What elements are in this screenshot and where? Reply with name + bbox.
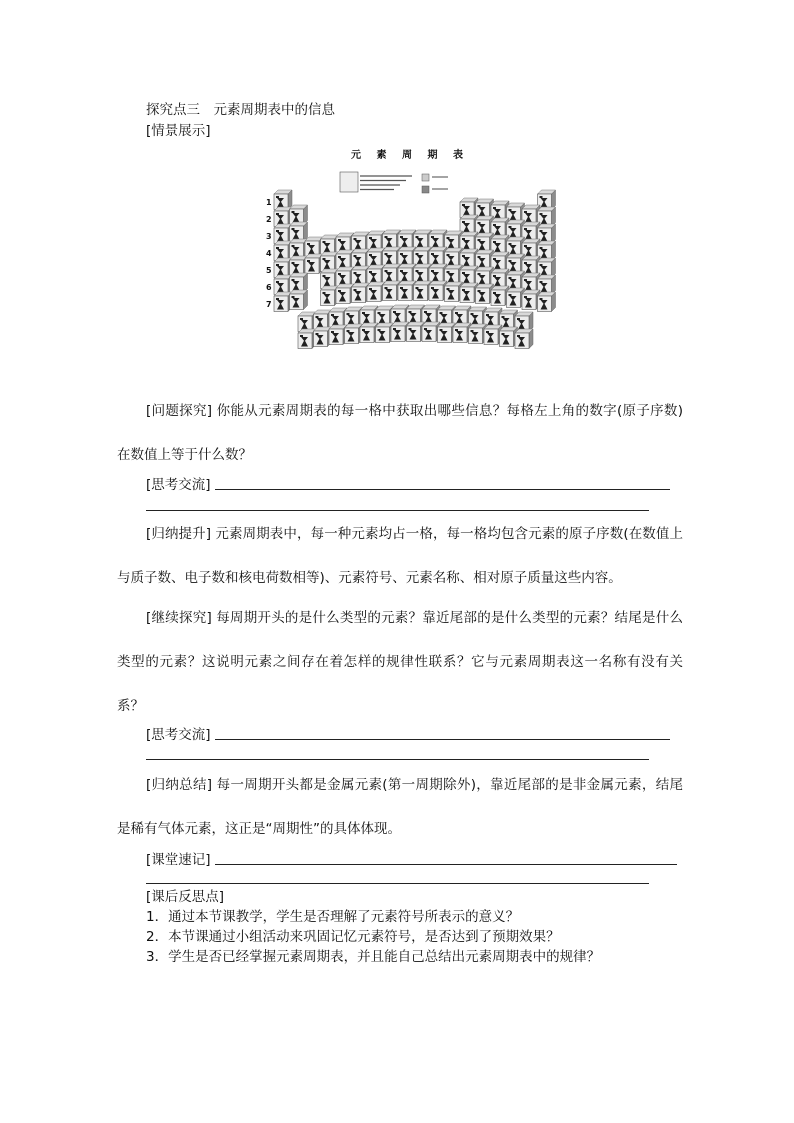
figure-title: 元 素 周 期 表 [351,150,469,161]
notes-line-a[interactable] [215,864,677,865]
notes-label: [课堂速记] [146,852,211,868]
periodic-table-figure [262,146,558,382]
element-cell [515,329,533,349]
induction-paragraph-1 [117,512,683,600]
period-number: 3 [266,232,272,241]
scene-label: [情景展示] [146,123,211,139]
period-number: 1 [266,198,272,207]
class-notes [146,848,211,868]
think-label-2: [思考交流] [146,727,211,743]
continue-text: 每周期开头的是什么类型的元素？靠近尾部的是什么类型的元素？结尾是什么类型的元素？这说明元素之间存在着怎样的规律性联系？它与元素周期表这一名称有没有关系？ [117,610,683,714]
reflection-item: 1．通过本节课教学，学生是否理解了元素符号所表示的意义？ [146,909,520,925]
answer-line-2b[interactable] [146,759,649,760]
period-number: 4 [266,249,272,258]
section-title: 探究点三 元素周期表中的信息 [146,102,335,118]
think-label-1: [思考交流] [146,477,211,493]
reflection-item: 2．本节课通过小组活动来巩固记忆元素符号，是否达到了预期效果？ [146,929,560,945]
element-cell [290,205,308,225]
period-number: 6 [266,283,272,292]
legend-sample-cell [340,172,358,192]
reflection-item: 3．学生是否已经掌握元素周期表，并且能自己总结出元素周期表中的规律？ [146,949,601,965]
element-cell [538,292,556,312]
legend-swatch [422,174,429,181]
period-numbers [266,198,272,309]
think-exchange-1 [146,473,211,493]
continue-paragraph [117,596,683,728]
reflection-section [146,887,600,967]
induction-text-2: 每一周期开头都是金属元素(第一周期除外)，靠近尾部的是非金属元素，结尾是稀有气体元素，这正是“周期性”的具体体现。 [117,777,683,837]
answer-line-2a[interactable] [215,739,670,740]
element-cell [290,222,308,242]
question-paragraph [117,389,683,477]
element-cell [274,190,292,210]
answer-line-1a[interactable] [215,489,670,490]
periodic-table-image [262,146,558,382]
legend-swatch [422,186,429,193]
induction-label-2: [归纳总结] [146,777,213,793]
reflection-label: [课后反思点] [146,889,225,905]
period-number: 5 [266,266,272,275]
answer-line-1b[interactable] [146,510,649,511]
period-number: 2 [266,215,272,224]
question-label: [问题探究] [146,403,213,419]
induction-label-1: [归纳提升] [146,526,212,542]
notes-line-b[interactable] [146,883,649,884]
induction-paragraph-2 [117,763,683,851]
continue-label: [继续探究] [146,610,212,626]
question-text: 你能从元素周期表的每一格中获取出哪些信息？每格左上角的数字(原子序数)在数值上等于什么数？ [117,403,683,463]
think-exchange-2 [146,723,211,743]
period-number: 7 [266,300,272,309]
element-cell [290,290,308,310]
element-cell [290,273,308,293]
induction-text-1: 元素周期表中，每一种元素均占一格，每一格均包含元素的原子序数(在数值上与质子数、电子数和核电荷数相等)、元素符号、元素名称、相对原子质量这些内容。 [117,526,683,586]
